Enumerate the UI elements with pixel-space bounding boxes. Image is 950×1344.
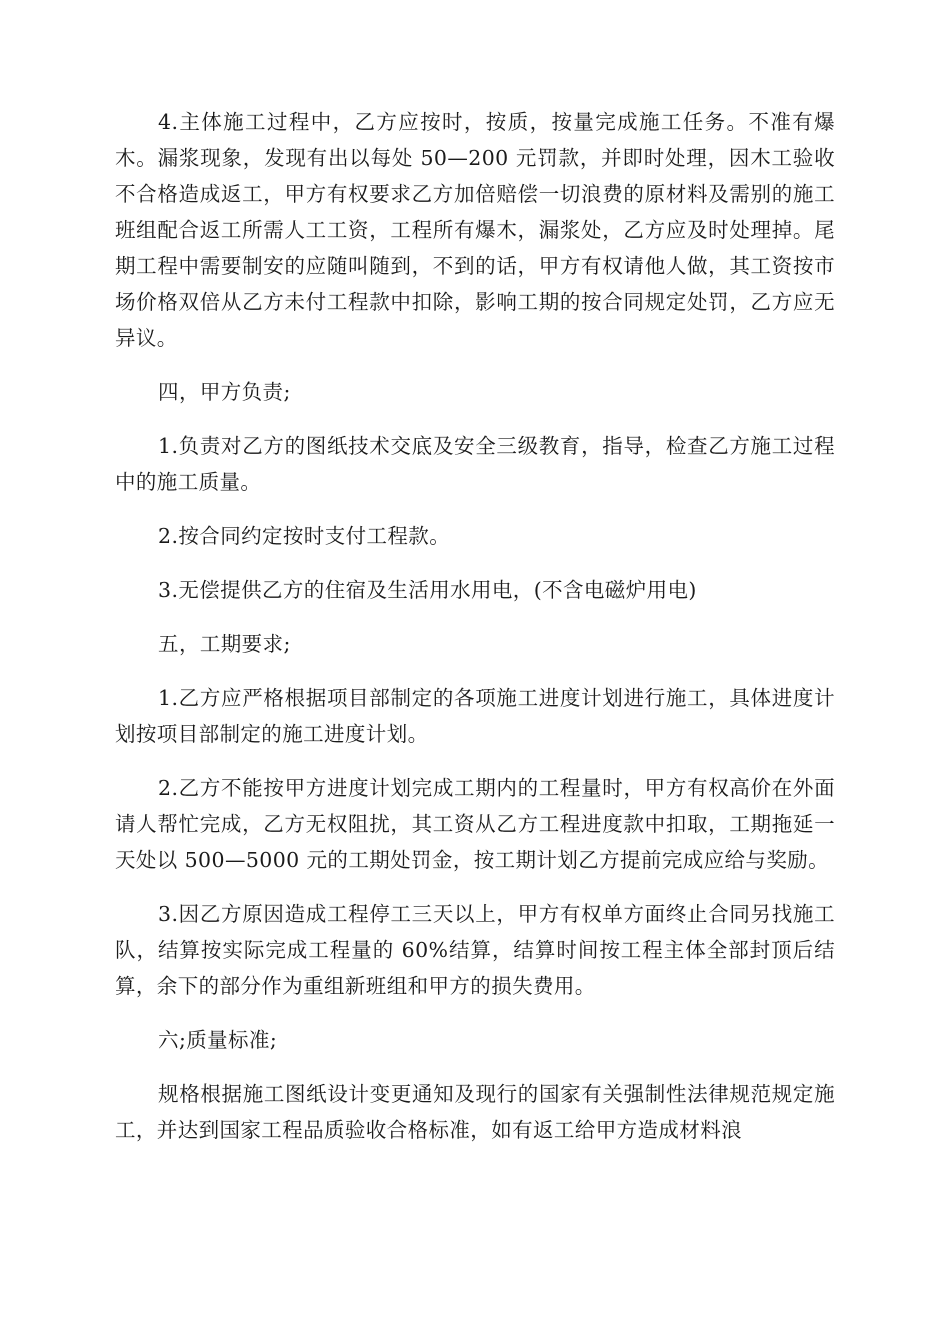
clause-3-4-paragraph: 4.主体施工过程中，乙方应按时，按质，按量完成施工任务。不准有爆木。漏浆现象，发现有出以每处 50—200 元罚款，并即时处理，因木工验收不合格造成返工，甲方有权要求乙方加倍赔偿一切浪费的原材料及需别的施工班组配合返工所需人工工资，工程所有爆木，漏浆处，乙方应及时处理掉。尾期工程中需要制安的应随叫随到，不到的话，甲方有权请他人做，其工资按市场价格双倍从乙方未付工程款中扣除，影响工期的按合同规定处罚，乙方应无异议。 (115, 110, 835, 350)
clause-4-1-paragraph: 1.负责对乙方的图纸技术交底及安全三级教育，指导，检查乙方施工过程中的施工质量。 (115, 434, 835, 494)
clause-5-2-paragraph: 2.乙方不能按甲方进度计划完成工期内的工程量时，甲方有权高价在外面请人帮忙完成，乙方无权阻扰，其工资从乙方工程进度款中扣取，工期拖延一天处以 500—5000 元的工期处罚金，按工期计划乙方提前完成应给与奖励。 (115, 776, 835, 872)
section-6-heading: 六;质量标准; (158, 1028, 278, 1052)
section-4-heading: 四，甲方负责; (158, 380, 291, 404)
clause-5-3-paragraph: 3.因乙方原因造成工程停工三天以上，甲方有权单方面终止合同另找施工队，结算按实际完成工程量的 60%结算，结算时间按工程主体全部封顶后结算，余下的部分作为重组新班组和甲方的损失费用。 (115, 902, 835, 998)
quality-standard-paragraph: 规格根据施工图纸设计变更通知及现行的国家有关强制性法律规范规定施工，并达到国家工程品质验收合格标准，如有返工给甲方造成材料浪 (115, 1082, 835, 1142)
clause-5-1-paragraph: 1.乙方应严格根据项目部制定的各项施工进度计划进行施工，具体进度计划按项目部制定的施工进度计划。 (115, 686, 835, 746)
clause-4-3-paragraph: 3.无偿提供乙方的住宿及生活用水用电，(不含电磁炉用电) (158, 578, 697, 602)
document-body (115, 104, 835, 1166)
section-5-heading: 五，工期要求; (158, 632, 291, 656)
clause-4-2-paragraph: 2.按合同约定按时支付工程款。 (158, 524, 451, 548)
